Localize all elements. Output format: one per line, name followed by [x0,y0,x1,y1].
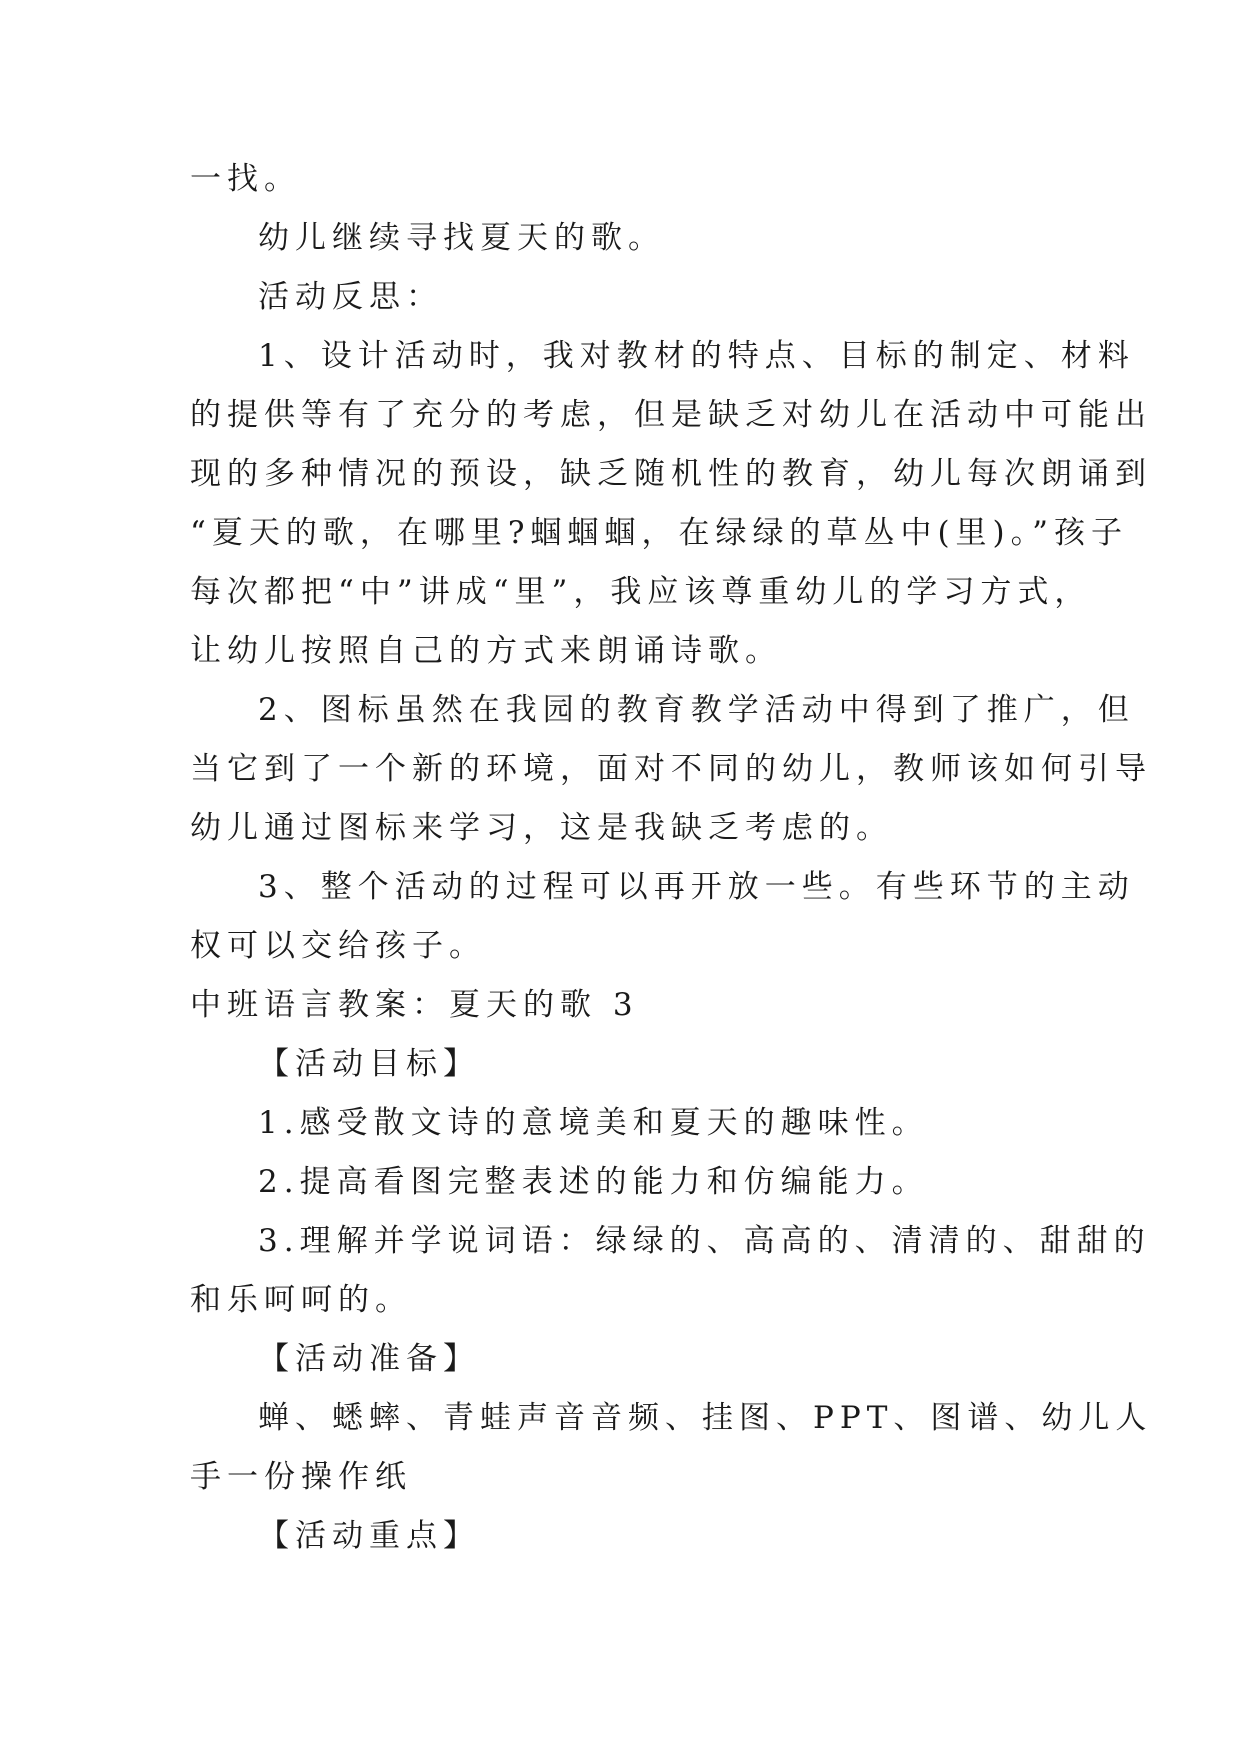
text-line: 1.感受散文诗的意境美和夏天的趣味性。 [258,1105,929,1141]
text-line: 一找。 [190,161,301,197]
text-line: 和乐呵呵的。 [190,1282,412,1318]
text-line: “夏天的歌，在哪里?蝈蝈蝈，在绿绿的草丛中(里)。”孩子 [190,515,1129,551]
section-label: 【活动准备】 [258,1341,480,1377]
text-line: 2.提高看图完整表述的能力和仿编能力。 [258,1164,929,1200]
text-line: 让幼儿按照自己的方式来朗诵诗歌。 [190,633,782,669]
text-line: 3、整个活动的过程可以再开放一些。有些环节的主动 [258,869,1135,905]
section-label: 【活动重点】 [258,1518,480,1554]
text-line: 手一份操作纸 [190,1459,412,1495]
section-title: 中班语言教案：夏天的歌 3 [190,987,639,1023]
text-line: 现的多种情况的预设，缺乏随机性的教育，幼儿每次朗诵到 [190,456,1152,492]
text-line: 每次都把“中”讲成“里”，我应该尊重幼儿的学习方式， [190,574,1092,610]
text-line: 蝉、蟋蟀、青蛙声音音频、挂图、PPT、图谱、幼儿人 [258,1400,1153,1436]
section-label: 【活动目标】 [258,1046,480,1082]
text-line: 权可以交给孩子。 [190,928,486,964]
text-line: 的提供等有了充分的考虑，但是缺乏对幼儿在活动中可能出 [190,397,1152,433]
text-line: 1、设计活动时，我对教材的特点、目标的制定、材料 [258,338,1135,374]
text-line: 当它到了一个新的环境，面对不同的幼儿，教师该如何引导 [190,751,1152,787]
text-line: 2、图标虽然在我园的教育教学活动中得到了推广，但 [258,692,1135,728]
text-line: 幼儿继续寻找夏天的歌。 [258,220,665,256]
text-line: 3.理解并学说词语：绿绿的、高高的、清清的、甜甜的 [258,1223,1151,1259]
document-body [190,150,1153,1566]
section-label: 活动反思： [258,279,443,315]
text-line: 幼儿通过图标来学习，这是我缺乏考虑的。 [190,810,893,846]
